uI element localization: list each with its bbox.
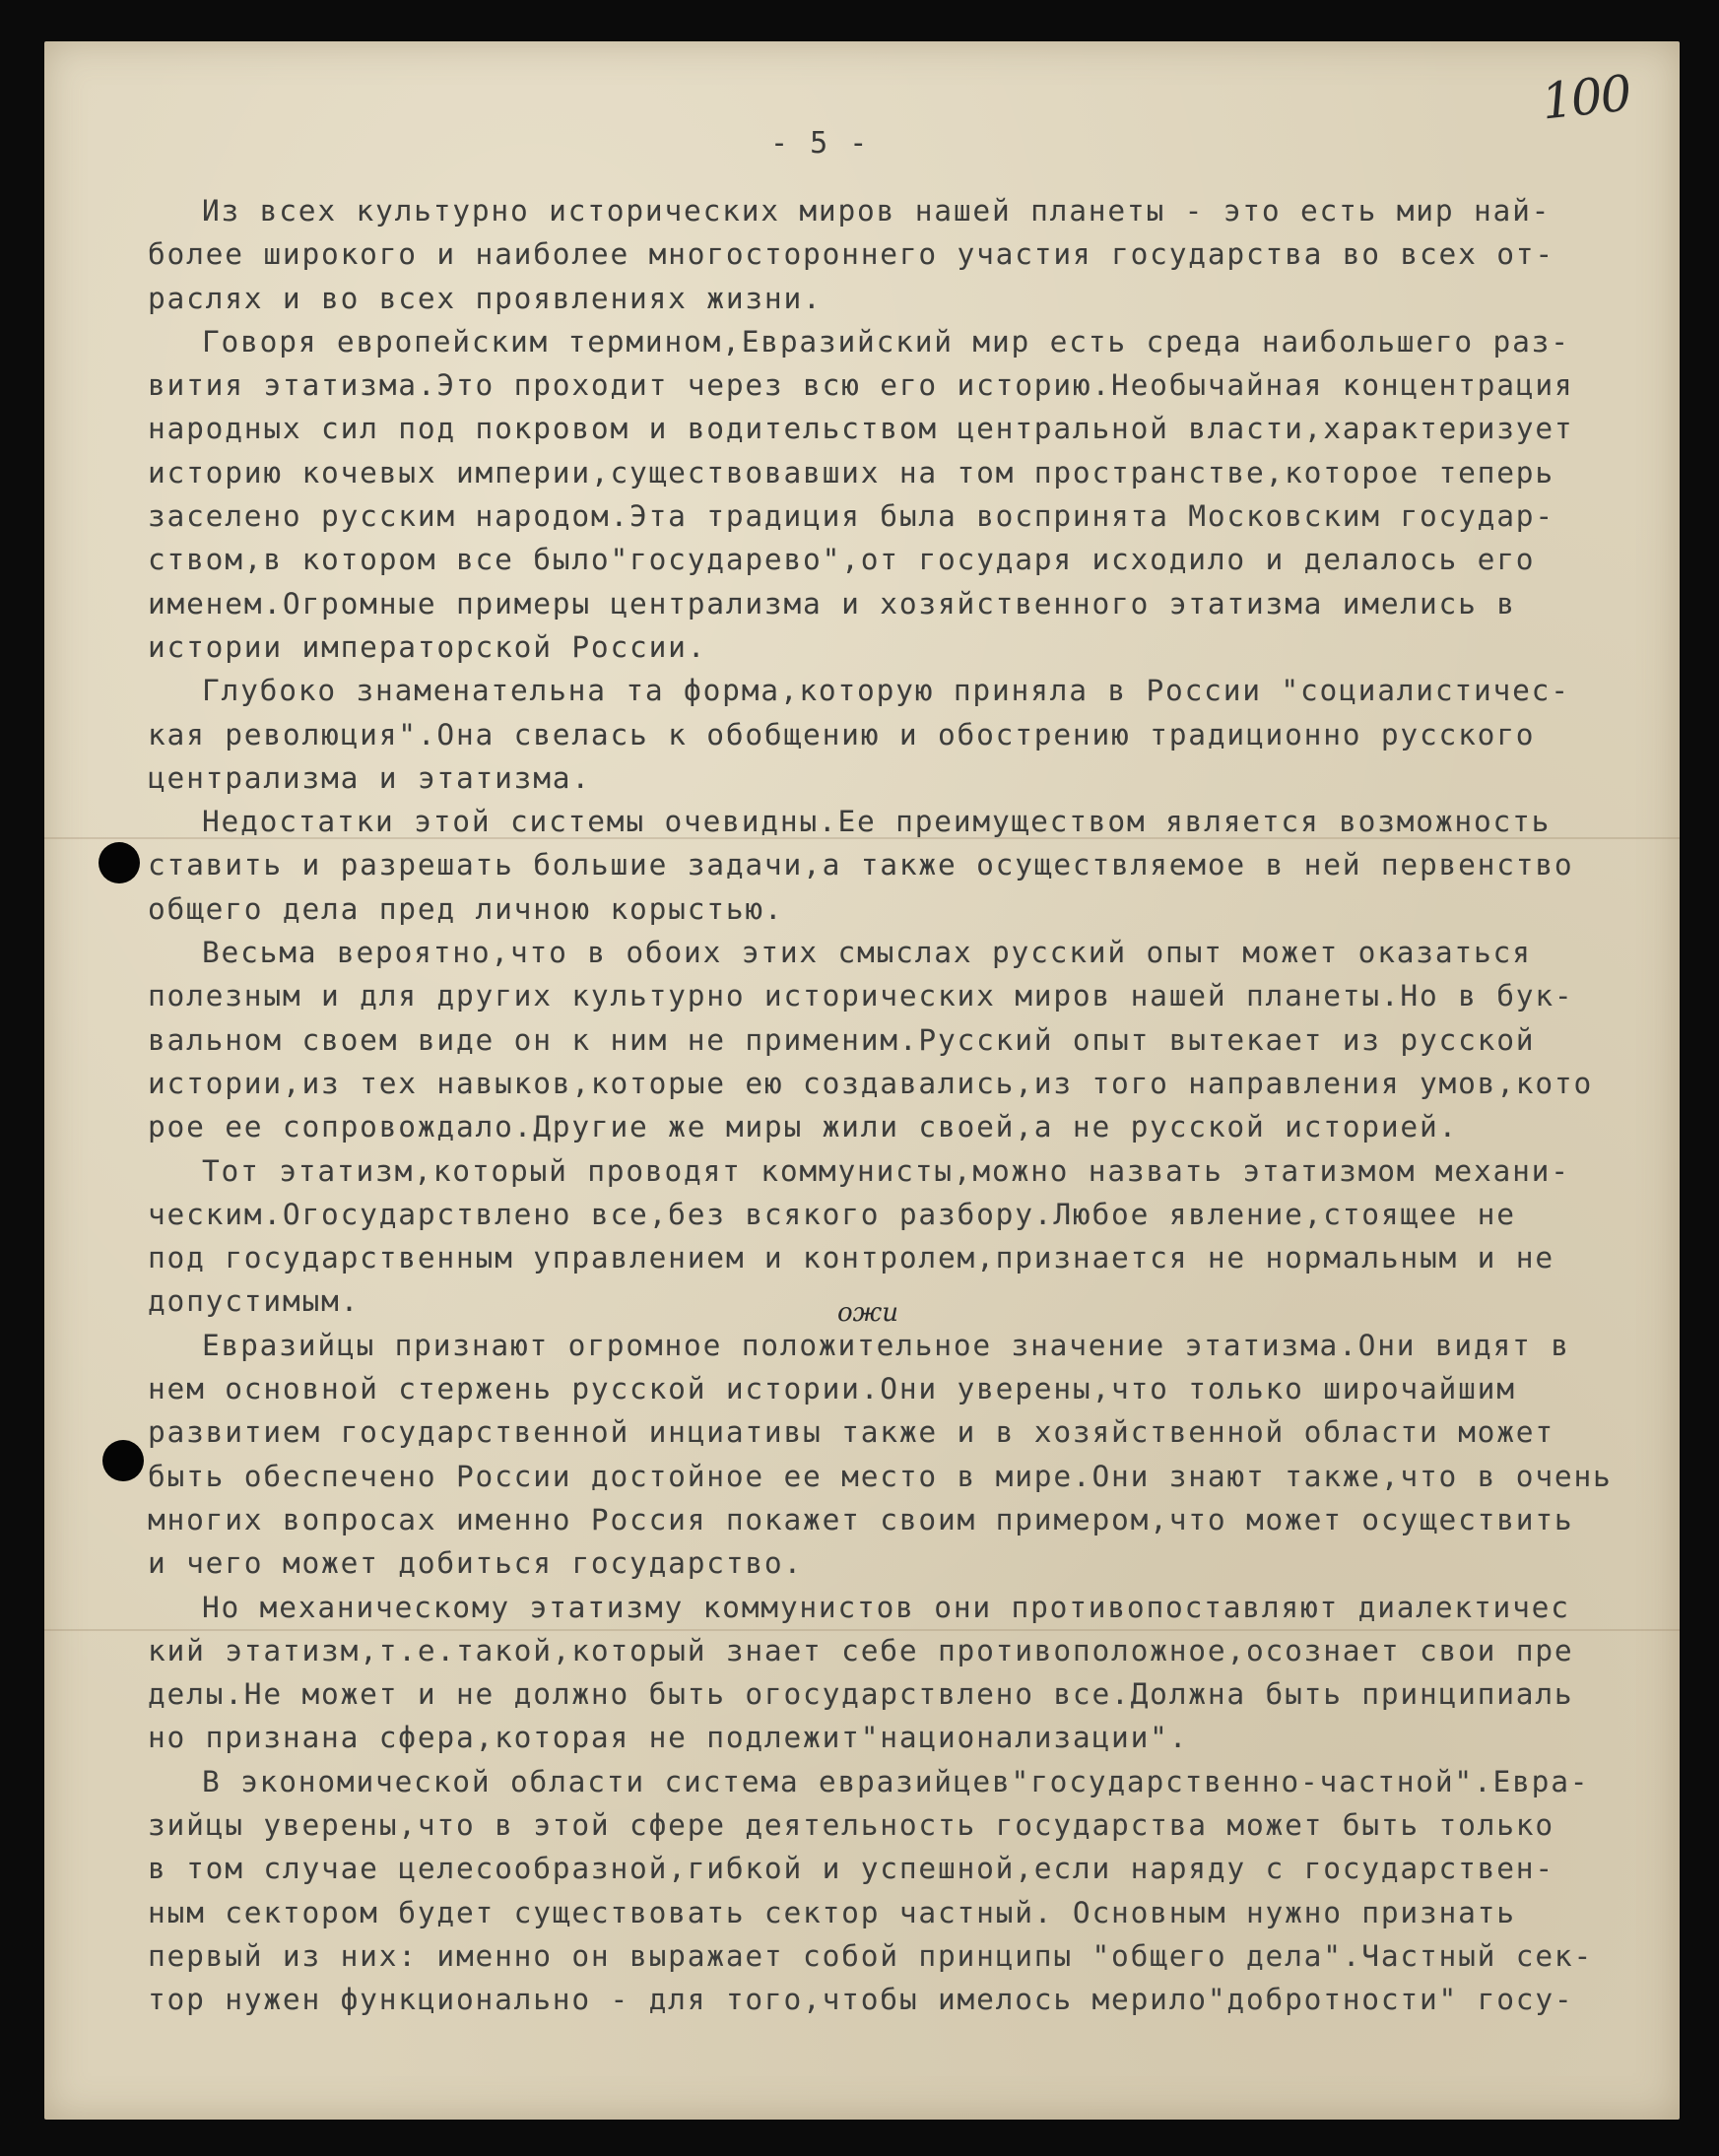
text-line: истории,из тех навыков,которые ею создавались,из того направления умов,кото <box>148 1066 1594 1100</box>
text-line: кий этатизм,т.е.такой,который знает себе противоположное,осознает свои пре <box>148 1633 1574 1667</box>
text-line: ставить и разрешать большие задачи,а также осуществляемое в ней первенство <box>148 848 1574 882</box>
text-line: Недостатки этой системы очевидны.Ее преимуществом является возможность <box>202 805 1552 839</box>
text-line: вития этатизма.Это проходит через всю его историю.Необычайная концентрация <box>148 368 1574 403</box>
text-line: под государственным управлением и контролем,признается не нормальным и не <box>148 1241 1554 1275</box>
text-line: ным сектором будет существовать сектор частный. Основным нужно признать <box>148 1895 1516 1929</box>
text-line: историю кочевых империи,существовавших на том пространстве,которое теперь <box>148 455 1554 490</box>
text-line: ством,в котором все было"государево",от государя исходило и делалось его <box>148 543 1536 577</box>
text-line: первый из них: именно он выражает собой принципы "общего дела".Частный сек- <box>148 1938 1594 1973</box>
text-line: в том случае целесообразной,гибкой и успешной,если наряду с государствен- <box>148 1852 1554 1886</box>
text-line: Глубоко знаменательна та форма,которую приняла в России "социалистичес- <box>202 674 1570 708</box>
punch-hole <box>102 1440 144 1481</box>
text-line: нем основной стержень русской истории.Они уверены,что только широчайшим <box>148 1372 1516 1406</box>
text-line: многих вопросах именно Россия покажет своим примером,что может осуществить <box>148 1502 1574 1536</box>
text-line: именем.Огромные примеры централизма и хозяйственного этатизма имелись в <box>148 586 1516 621</box>
text-line: общего дела пред личною корыстью. <box>148 891 784 926</box>
text-line: допустимым. <box>148 1284 361 1319</box>
text-line: рое ее сопровождало.Другие же миры жили своей,а не русской историей. <box>148 1110 1459 1144</box>
text-line: Из всех культурно исторических миров нашей планеты - это есть мир най- <box>202 194 1552 228</box>
typed-body-text <box>148 189 1665 2021</box>
text-line: тор нужен функционально - для того,чтобы имелось мерило"добротности" госу- <box>148 1983 1574 2017</box>
text-line: заселено русским народом.Эта традиция была воспринята Московским государ- <box>148 499 1554 534</box>
text-line: но признана сфера,которая не подлежит"национализации". <box>148 1721 1189 1755</box>
text-line: и чего может добиться государство. <box>148 1546 804 1581</box>
text-line: быть обеспечено России достойное ее место в мире.Они знают также,что в очень <box>148 1459 1613 1493</box>
text-line: Евразийцы признают огромное положительное значение этатизма.Они видят в <box>202 1328 1570 1362</box>
text-line: более широкого и наиболее многостороннего участия государства во всех от- <box>148 237 1554 272</box>
text-line: вальном своем виде он к ним не применим.Русский опыт вытекает из русской <box>148 1022 1536 1057</box>
text-line: истории императорской России. <box>148 629 707 664</box>
text-line: делы.Не может и не должно быть огосударствлено все.Должна быть принципиаль <box>148 1677 1574 1712</box>
folio-number: 100 <box>1539 64 1633 131</box>
text-line: Тот этатизм,который проводят коммунисты,можно назвать этатизмом механи- <box>202 1153 1570 1188</box>
handwritten-correction: ожи <box>837 1298 898 1328</box>
punch-hole <box>99 842 140 883</box>
text-line: централизма и этатизма. <box>148 760 591 795</box>
text-line: полезным и для других культурно исторических миров нашей планеты.Но в бук- <box>148 979 1574 1013</box>
text-line: раслях и во всех проявлениях жизни. <box>148 281 823 315</box>
text-line: Весьма вероятно,что в обоих этих смыслах русский опыт может оказаться <box>202 936 1532 970</box>
text-line: Но механическому этатизму коммунистов они противопоставляют диалектичес <box>202 1590 1570 1624</box>
text-line: В экономической области система евразийцев"государственно-частной".Евра- <box>202 1764 1590 1798</box>
text-line: народных сил под покровом и водительством центральной власти,характеризует <box>148 412 1574 446</box>
text-line: зийцы уверены,что в этой сфере деятельность государства может быть только <box>148 1807 1554 1842</box>
text-line: кая революция".Она свелась к обобщению и обострению традиционно русского <box>148 717 1536 751</box>
text-line: ческим.Огосударствлено все,без всякого разбору.Любое явление,стоящее не <box>148 1197 1516 1231</box>
page-number: - 5 - <box>770 126 870 161</box>
text-line: Говоря европейским термином,Евразийский мир есть среда наибольшего раз- <box>202 324 1570 359</box>
text-line: развитием государственной инциативы также и в хозяйственной области может <box>148 1415 1554 1450</box>
